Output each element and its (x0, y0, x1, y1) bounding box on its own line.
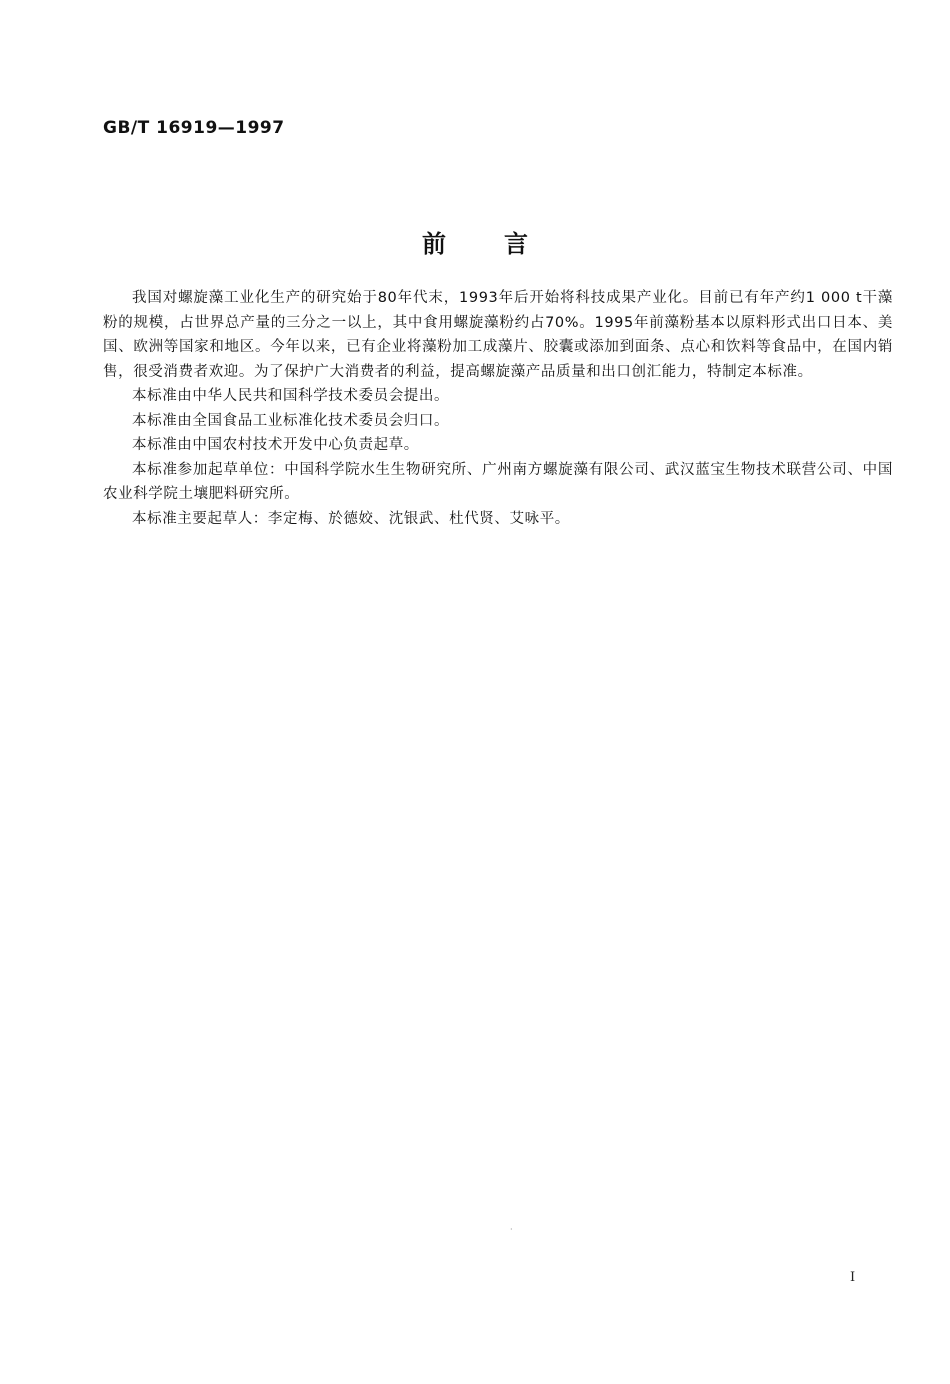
paragraph-main-drafters: 本标准主要起草人：李定梅、於德姣、沈银武、杜代贤、艾咏平。 (132, 510, 570, 527)
paragraph-drafter: 本标准由中国农村技术开发中心负责起草。 (132, 437, 419, 453)
paragraph-administrator: 本标准由全国食品工业标准化技术委员会归口。 (132, 412, 450, 429)
page-title: 前言 (422, 230, 586, 258)
standard-number: GB/T 16919—1997 (103, 118, 285, 138)
footer-dot: · (510, 1225, 513, 1234)
foreword-body (103, 286, 893, 531)
paragraph-proposer: 本标准由中华人民共和国科学技术委员会提出。 (132, 388, 450, 404)
page-number: I (850, 1270, 856, 1285)
paragraph-participating-units: 本标准参加起草单位：中国科学院水生生物研究所、广州南方螺旋藻有限公司、武汉蓝宝生物技术联营公司、中国农业科学院土壤肥料研究所。 (103, 461, 893, 502)
paragraph-background: 我国对螺旋藻工业化生产的研究始于80年代末，1993年后开始将科技成果产业化。目前已有年产约1 000 t干藻粉的规模，占世界总产量的三分之一以上，其中食用螺旋藻粉约占70%。1995年前藻粉基本以原料形式出口日本、美国、欧洲等国家和地区。今年以来，已有企业将藻粉加工成藻片、胶囊或添加到面条、点心和饮料等食品中，在国内销售，很受消费者欢迎。为了保护广大消费者的利益，提高螺旋藻产品质量和出口创汇能力，特制定本标准。 (103, 290, 893, 380)
